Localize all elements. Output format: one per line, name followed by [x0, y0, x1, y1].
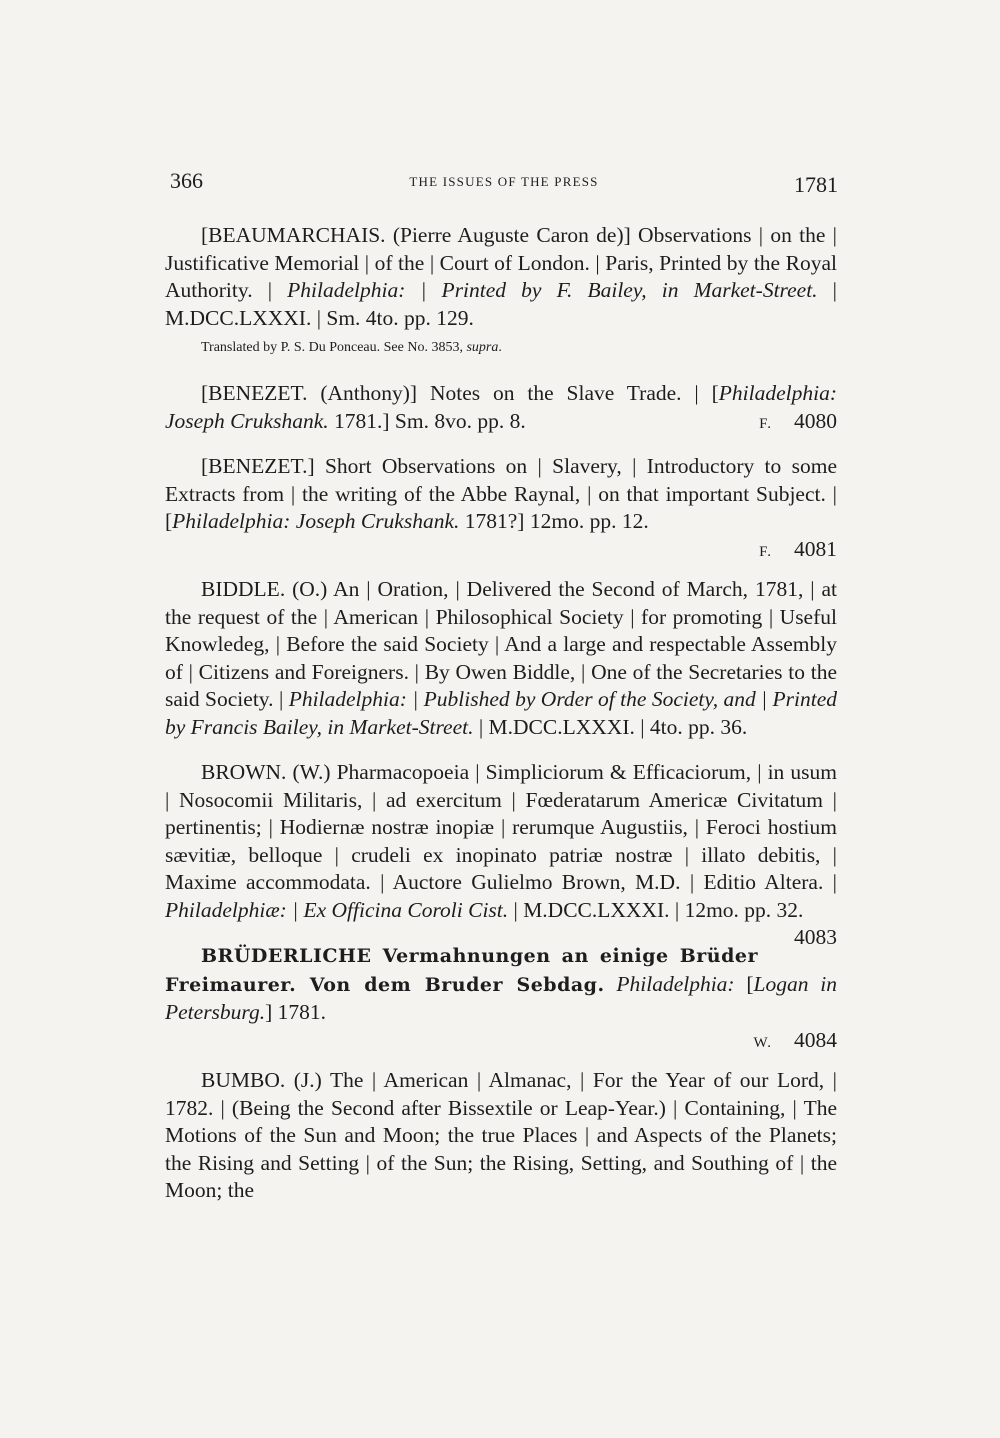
- fraktur-title: BRÜDERLICHE Vermahnungen an einige Brüder Freimaurer. Von dem Bruder Sebdag.: [165, 945, 758, 996]
- entry-imprint: Philadelphia: Joseph Crukshank.: [165, 381, 837, 433]
- entry-imprint: Philadelphia: | Printed by F. Bailey, in Market-Street.: [287, 278, 818, 302]
- entry-imprint: Philadelphia: Joseph Crukshank.: [172, 509, 460, 533]
- page-number: 366: [170, 168, 203, 193]
- entry-text: BIDDLE. (O.) An | Oration, | Delivered the Second of March, 1781, | at the request of the | American | Philosophical Society | for promoting | Useful Knowledeg, | Before the said Society | And a large and respectable Assembly of | Citizens and Foreigners. | By Owen Biddle, | One of the Secretaries to the said Society. |: [165, 577, 837, 711]
- entry-imprint: Philadelphiæ: | Ex Officina Coroli Cist.: [165, 897, 509, 922]
- entry-text: BUMBO. (J.) The | American | Almanac, | For the Year of our Lord, | 1782. | (Being the Second after Bissextile or Leap-Year.) | Containing, | The Motions of the Sun and Moon; the true Places | and Aspects of the Planets; the Rising and Setting | of the Sun; the Rising, Setting, and Southing of | the Moon; the: [165, 1068, 837, 1202]
- entry-text: | M.DCC.LXXXI. | Sm. 4to. pp. 129.: [165, 278, 837, 330]
- entry-number: 4080: [794, 408, 837, 433]
- entry-text: 1781?] 12mo. pp. 12.: [459, 509, 649, 533]
- bibliography-entries: [165, 222, 837, 1223]
- entry-ref: [165, 536, 837, 567]
- entry-text: | M.DCC.LXXXI. | 12mo. pp. 32.: [508, 897, 804, 922]
- entry-imprint: Logan in Petersburg.: [165, 971, 837, 1024]
- entry-brown: [165, 759, 837, 949]
- running-year: 1781: [794, 172, 838, 197]
- entry-benezet-notes: [165, 380, 837, 435]
- entry-bruederliche: BRÜDERLICHE Vermahnungen an einige Brüder Freimaurer. Von dem Bruder Sebdag. Philadelphia: [Logan in Petersburg.] 1781. W. 4084: [165, 942, 837, 1057]
- entry-ref: [165, 1027, 837, 1058]
- entry-ref: [723, 408, 837, 439]
- entry-number: 4084: [794, 1027, 837, 1052]
- entry-bumbo: [165, 1067, 837, 1205]
- entry-text: 1781.] Sm. 8vo. pp. 8.: [328, 408, 526, 433]
- running-head: [170, 168, 838, 202]
- entry-number: 4083: [794, 925, 837, 949]
- entry-number: 4081: [794, 536, 837, 561]
- entry-text: [BEAUMARCHAIS. (Pierre Auguste Caron de)] Observations | on the | Justificative Memorial | of the | Court of London. | Paris, Printed by the Royal Authority. |: [165, 223, 837, 302]
- library-code: F.: [759, 415, 772, 432]
- entry-imprint: Philadelphia:: [616, 971, 735, 996]
- running-title: THE ISSUES OF THE PRESS: [409, 174, 599, 189]
- entry-text: [BENEZET. (Anthony)] Notes on the Slave Trade. | [: [201, 381, 719, 405]
- entry-imprint: Philadelphia: | Published by Order of the Society, and | Printed by Francis Bailey, in Market-Street.: [165, 687, 837, 739]
- entry-text: | M.DCC.LXXXI. | 4to. pp. 36.: [473, 714, 748, 739]
- entry-text: [BENEZET.] Short Observations on | Slavery, | Introductory to some Extracts from | the writing of the Abbe Raynal, | on that important Subject. | [: [165, 454, 837, 533]
- entry-note: Translated by P. S. Du Ponceau. See No. 3853, supra.: [201, 340, 502, 355]
- entry-text: BROWN. (W.) Pharmacopoeia | Simpliciorum & Efficaciorum, | in usum | Nosocomii Militaris, | ad exercitum | Fœderatarum Americæ Civitatum | pertinentis; | Hodiernæ nostræ inopiæ | rerumque Augustiis, | Feroci hostium sævitiæ, belloque | crudeli ex inopinato patriæ nostræ | illato debitis, | Maxime accommodata. | Auctore Gulielmo Brown, M.D. | Editio Altera. |: [165, 760, 837, 894]
- library-code: F.: [759, 543, 772, 560]
- library-code: W.: [753, 1034, 772, 1051]
- entry-biddle: [165, 576, 837, 741]
- entry-beaumarchais: [165, 222, 837, 332]
- entry-benezet-observations: [165, 453, 837, 566]
